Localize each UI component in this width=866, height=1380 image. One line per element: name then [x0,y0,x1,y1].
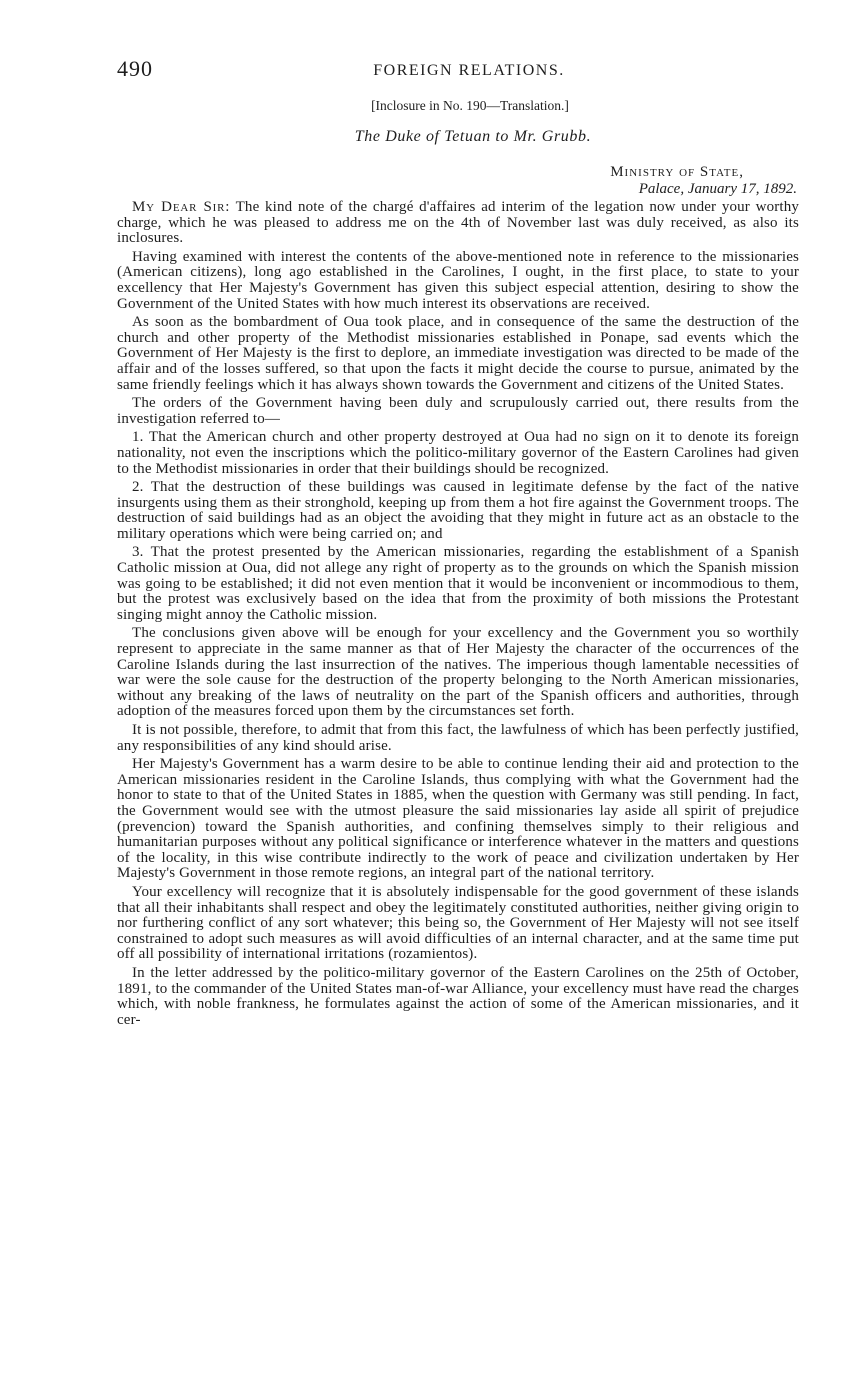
document-page [117,56,799,1031]
paragraph: 1. That the American church and other property destroyed at Oua had no sign on it to denote its foreign nationality, not even the inscriptions which the politico-military governor of the Eastern Carolines had given to the Methodist missionaries in order that their buildings should be recognized. [117,429,799,477]
paragraph: The orders of the Government having been duly and scrupulously carried out, there results from the investigation referred to— [117,395,799,427]
paragraph: 3. That the protest presented by the American missionaries, regarding the establishment of a Spanish Catholic mission at Oua, did not allege any right of property as to the grounds on which the Spanish mission was going to be established; it did not even mention that it would be inconvenient or incommodious to them, but the protest was exclusively based on the idea that from the proximity of both missions the Protestant singing might annoy the Catholic mission. [117,544,799,623]
paragraph [117,200,799,247]
letter-title: The Duke of Tetuan to Mr. Grubb. [354,128,592,145]
dateline [117,164,799,198]
place-date-line: Palace, January 17, 1892. [638,181,797,197]
ministry-line: Ministry of State, [610,164,744,180]
letter-body [117,200,799,1028]
page-number: 490 [117,56,153,81]
paragraph: Having examined with interest the contents of the above-mentioned note in reference to the missionaries (American citizens), long ago established in the Carolines, I ought, in the first place, to state to your excellency that Her Majesty's Government has given this subject especial attention, desiring to show the Government of the United States with how much interest its observations are received. [117,248,799,312]
inclosure-note: [Inclosure in No. 190—Translation.] [371,98,569,113]
paragraph: The conclusions given above will be enough for your excellency and the Government you so worthily represent to appreciate in the same manner as that of Her Majesty the character of the occurrences of the Caroline Islands during the last insurrection of the natives. The imperious though lamentable necessities of war were the sole cause for the destruction of the property belonging to the North American missionaries, without any breaking of the laws of neutrality on the part of the Spanish officers and authorities, through adoption of the measures forced upon them by the circumstances set forth. [117,625,799,720]
paragraph: 2. That the destruction of these buildings was caused in legitimate defense by the fact of the native insurgents using them as their stronghold, keeping up from them a hot fire against the Government troops. The destruction of said buildings had as an object the avoiding that they might in future act as an obstacle to the military operations which were being carried on; and [117,479,799,542]
paragraph: It is not possible, therefore, to admit that from this fact, the lawfulness of which has been perfectly justified, any responsibilities of any kind should arise. [117,722,799,754]
paragraph: Your excellency will recognize that it is absolutely indispensable for the good government of these islands that all their inhabitants shall respect and obey the legitimately constituted authorities, neither giving origin to nor furthering conflict of any sort whatever; this being so, the Government of Her Majesty will not see itself constrained to adopt such measures as will avoid difficulties of an internal character, and at the same time put off all possibility of international irritations (rozamientos). [117,883,799,963]
paragraph: In the letter addressed by the politico-military governor of the Eastern Carolines on the 25th of October, 1891, to the commander of the United States man-of-war Alliance, your excellency must have read the charges which, with noble frankness, he formulates against the action of some of the American missionaries, and it cer- [117,964,799,1028]
paragraph: Her Majesty's Government has a warm desire to be able to continue lending their aid and protection to the American missionaries resident in the Caroline Islands, thus complying with what the Government had the honor to state to that of the United States in 1885, when the question with Germany was still pending. In fact, the Government would see with the utmost pleasure the said missionaries lay aside all spirit of prejudice (prevencion) toward the Spanish authorities, and confining themselves simply to their religious and humanitarian purposes without any political significance or interference whatever in the matters and questions of the locality, in this wise contribute indirectly to the work of peace and civilization undertaken by Her Majesty's Government in those remote regions, an integral part of the national territory. [117,756,799,882]
paragraph: As soon as the bombardment of Oua took place, and in consequence of the same the destruction of the church and other property of the Methodist missionaries established in Ponape, sad events which the Government of Her Majesty is the first to deplore, an immediate investigation was directed to be made of the affair and of the losses suffered, so that upon the facts it might decide the course to pursue, animated by the same friendly feelings which it has always shown towards the Government and citizens of the United States. [117,314,799,393]
running-title: FOREIGN RELATIONS. [373,62,565,79]
page-header [117,56,799,90]
paragraph-text: The kind note of the chargé d'affaires ad interim of the legation now under your worthy charge, which he was pleased to address me on the 4th of November last was duly received, as also its inclosures. [117,199,799,247]
salutation: My Dear Sir: [132,199,231,215]
